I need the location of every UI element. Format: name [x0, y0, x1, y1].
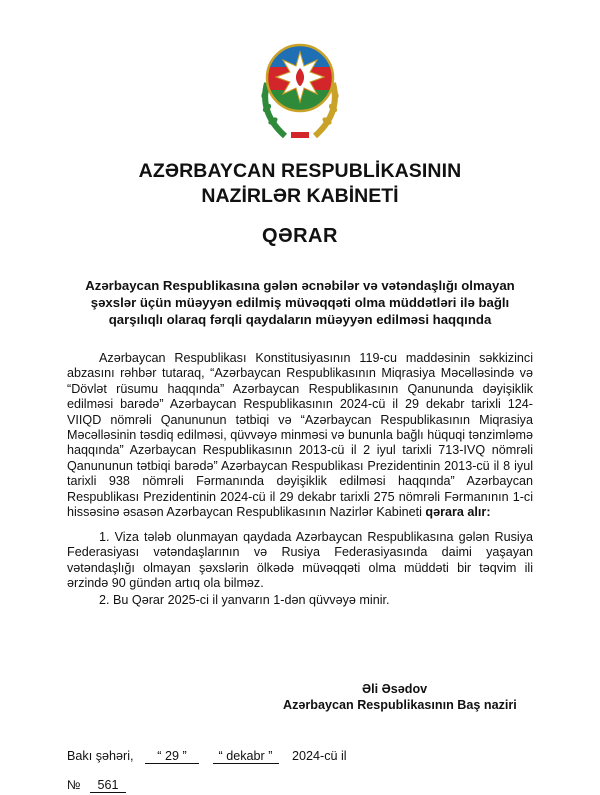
clause-1: 1. Viza tələb olunmayan qaydada Azərbaycan Respublikasına gələn Rusiya Federasiyası vətəndaşlarının və Rusiya Federasiyasında daimi yaşayan vətəndaşlığı olmayan şəxslərin ölkədə müvəqqəti olma müddəti bir təqvim ili ərzində 90 gündən artıq ola bilməz.: [67, 530, 533, 591]
preamble-paragraph: [67, 351, 533, 520]
preamble-decision-phrase: qərara alır:: [425, 505, 491, 520]
clause-2: 2. Bu Qərar 2025-ci il yanvarın 1-dən qüvvəyə minir.: [99, 593, 390, 607]
issue-month: “ dekabr ”: [213, 750, 279, 764]
header-cabinet: NAZİRLƏR KABİNETİ: [201, 185, 399, 207]
azerbaijan-emblem-icon: [255, 28, 345, 146]
issue-day: “ 29 ”: [145, 750, 199, 764]
issue-year: 2024-cü il: [292, 749, 347, 763]
document-number: 561: [90, 779, 126, 793]
state-emblem: [255, 28, 345, 146]
document-type: QƏRAR: [262, 225, 338, 247]
issue-date-line: [67, 749, 347, 764]
number-label: №: [67, 778, 81, 792]
signatory-name: Əli Əsədov: [362, 682, 428, 696]
issue-city: Bakı şəhəri,: [67, 749, 134, 763]
document-number-line: [67, 778, 126, 793]
preamble-text: Azərbaycan Respublikası Konstitusiyasının 119-cu maddəsinin səkkizinci abzasını rəhbər tutaraq, “Azərbaycan Respublikasının Miqrasiya Məcəlləsində və “Dövlət rüsumu haqqında” Azərbaycan Respublikasının Qanununda dəyişiklik edilməsi barədə” Azərbaycan Respublikasının 2024-cü il 29 dekabr tarixli 124-VIIQD nömrəli Qanununun tətbiqi və “Azərbaycan Respublikasının Miqrasiya Məcəlləsinin təsdiq edilməsi, qüvvəyə minməsi və bununla bağlı hüquqi tənzimləmə haqqında” Azərbaycan Respublikasının 2013-cü il 2 iyul tarixli 713-IVQ nömrəli Qanununun tətbiqi barədə” Azərbaycan Respublikası Prezidentinin 2013-cü il 8 iyul tarixli 938 nömrəli Fərmanında dəyişiklik edilməsi haqqında” Azərbaycan Respublikası Prezidentinin 2024-cü il 29 dekabr tarixli 275 nömrəli Fərmanının 1-ci hissəsinə əsasən Azərbaycan Respublikasının Nazirlər Kabineti: [67, 351, 533, 520]
signatory-title: Azərbaycan Respublikasının Baş naziri: [283, 698, 517, 712]
header-republic: AZƏRBAYCAN RESPUBLİKASININ: [138, 160, 462, 182]
decision-subject: Azərbaycan Respublikasına gələn əcnəbilər və vətəndaşlığı olmayan şəxslər üçün müəyyən edilmiş müvəqqəti olma müddətləri ilə bağlı qarşılıqlı olaraq fərqli qaydaların müəyyən edilməsi haqqında: [85, 278, 515, 327]
